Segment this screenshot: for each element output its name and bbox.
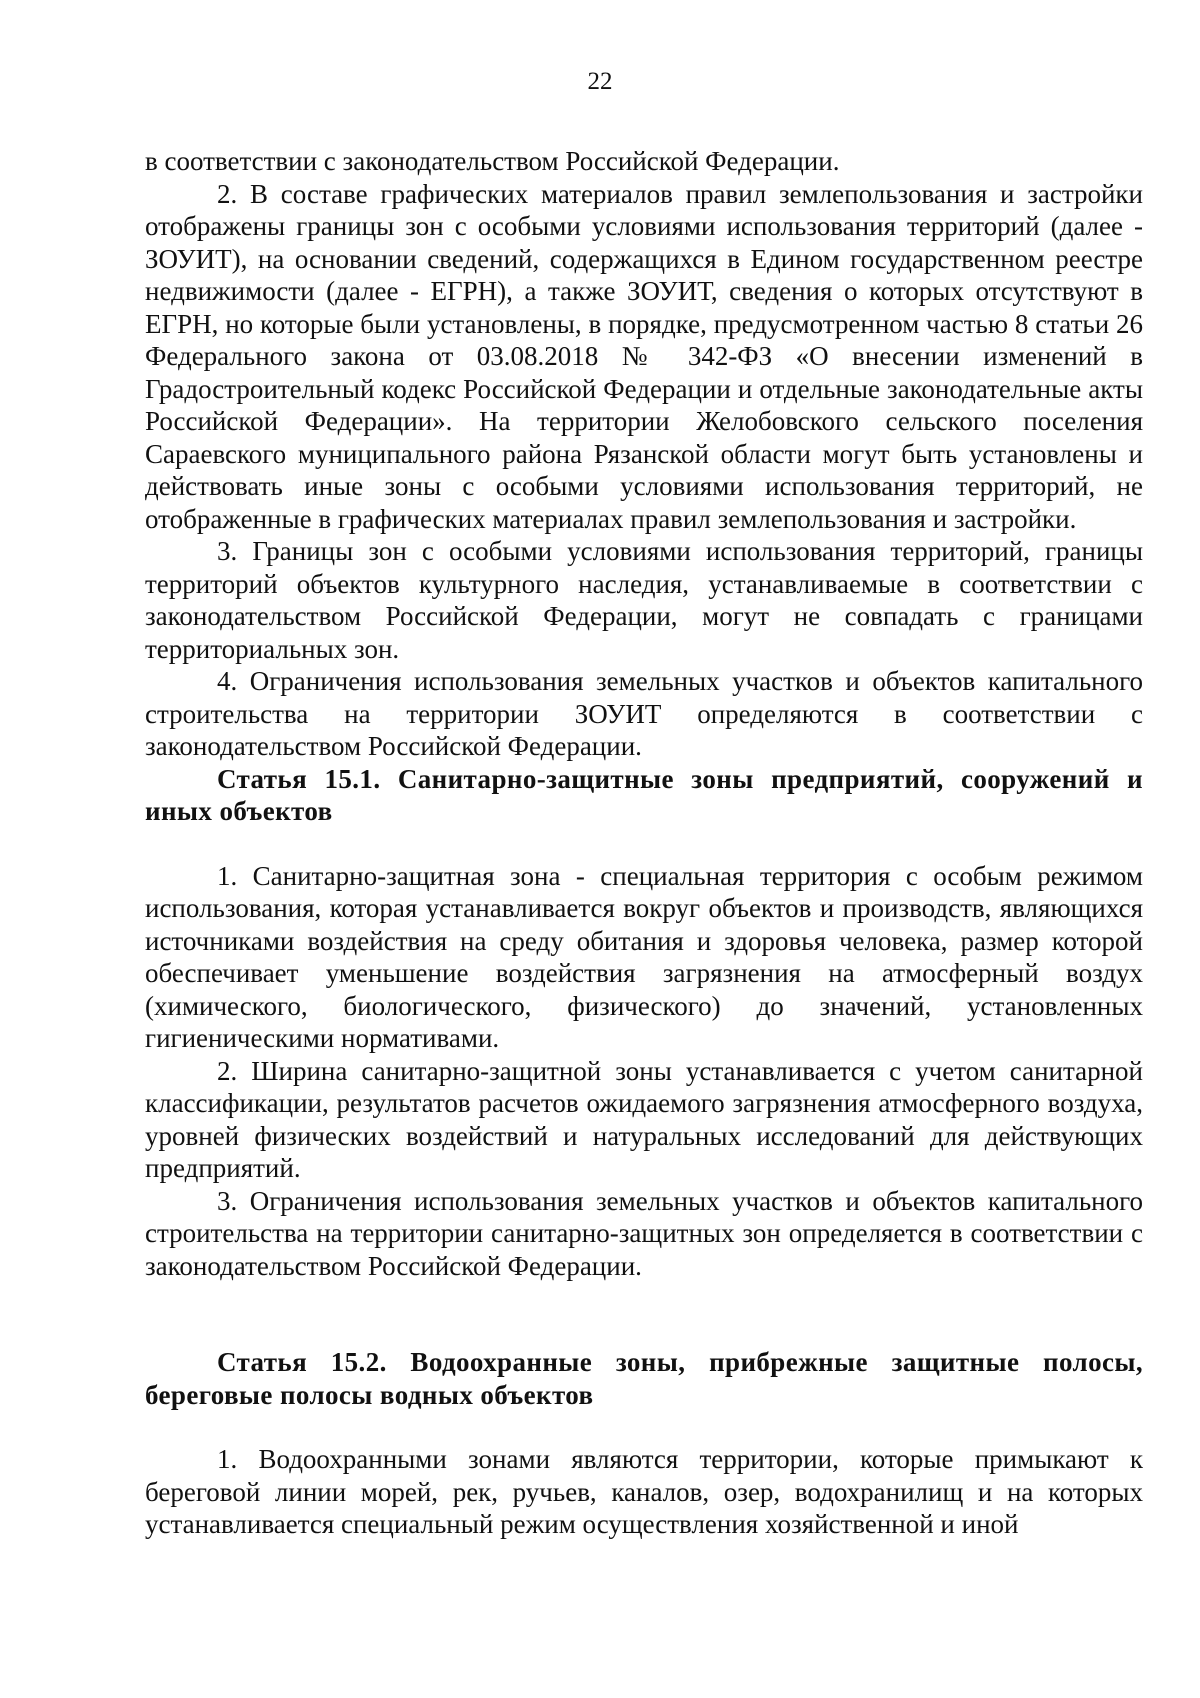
paragraph-continuation: в соответствии с законодательством Российской Федерации. <box>145 146 840 176</box>
page-content <box>145 145 1143 1541</box>
paragraph-2: 2. В составе графических материалов правил землепользования и застройки отображены границы зон с особыми условиями использования территорий (далее - ЗОУИТ), на основании сведений, содержащихся в Едином государственном реестре недвижимости (далее - ЕГРН), а также ЗОУИТ, сведения о которых отсутствуют в ЕГРН, но которые были установлены, в порядке, предусмотренном частью 8 статьи 26 Федерального закона от 03.08.2018 № 342-ФЗ «О внесении изменений в Градостроительный кодекс Российской Федерации и отдельные законодательные акты Российской Федерации». На территории Желобовского сельского поселения Сараевского муниципального района Рязанской области могут быть установлены и действовать иные зоны с особыми условиями использования территорий, не отображенные в графических материалах правил землепользования и застройки. <box>145 178 1143 534</box>
page-number: 22 <box>587 68 613 95</box>
article-15-1-paragraph-1: 1. Санитарно-защитная зона - специальная территория с особым режимом использования, которая устанавливается вокруг объектов и производств, являющихся источниками воздействия на среду обитания и здоровья человека, размер которой обеспечивает уменьшение воздействия загрязнения на атмосферный воздух (химического, биологического, физического) до значений, установленных гигиеническими нормативами. <box>145 860 1143 1053</box>
paragraph-4: 4. Ограничения использования земельных участков и объектов капитального строительства на территории ЗОУИТ определяются в соответствии с законодательством Российской Федерации. <box>145 666 1143 761</box>
article-15-1-heading: Статья 15.1. Санитарно-защитные зоны предприятий, сооружений и иных объектов <box>145 763 1143 826</box>
paragraph-3: 3. Границы зон с особыми условиями использования территорий, границы территорий объектов культурного наследия, устанавливаемые в соответствии с законодательством Российской Федерации, могут не совпадать с границами территориальных зон. <box>145 536 1143 664</box>
article-15-1-paragraph-2: 2. Ширина санитарно-защитной зоны устанавливается с учетом санитарной классификации, результатов расчетов ожидаемого загрязнения атмосферного воздуха, уровней физических воздействий и натуральных исследований для действующих предприятий. <box>145 1055 1143 1183</box>
article-15-1-paragraph-3: 3. Ограничения использования земельных участков и объектов капитального строительства на территории санитарно-защитных зон определяется в соответствии с законодательством Российской Федерации. <box>145 1185 1143 1281</box>
article-15-2-heading: Статья 15.2. Водоохранные зоны, прибрежные защитные полосы, береговые полосы водных объектов <box>145 1347 1143 1410</box>
article-15-2-paragraph-1: 1. Водоохранными зонами являются территории, которые примыкают к береговой линии морей, рек, ручьев, каналов, озер, водохранилищ и на которых устанавливается специальный режим осуществления хозяйственной и иной <box>145 1444 1143 1539</box>
